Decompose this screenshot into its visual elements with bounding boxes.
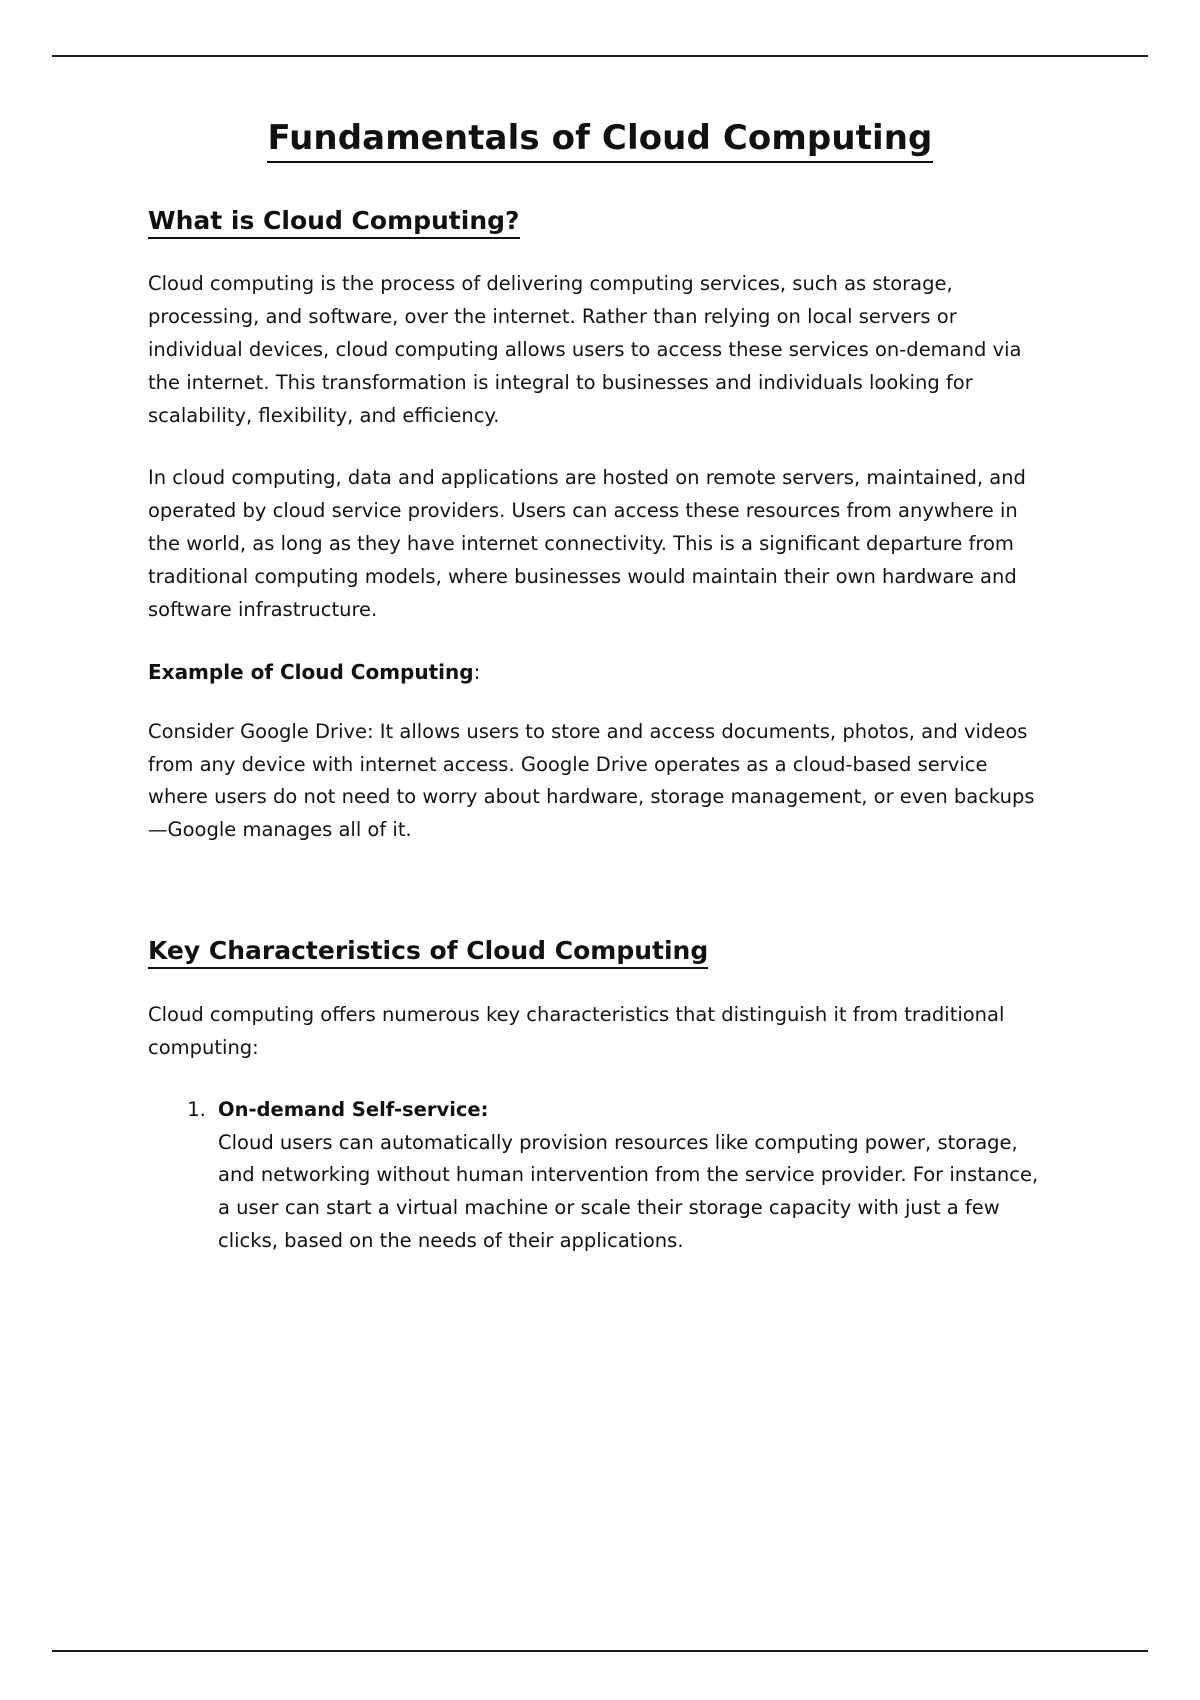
list-item-body: Cloud users can automatically provision resources like computing power, storage, and networking without human intervention from the service provider. For instance, a user can start a virtual machine or scale their storage capacity with just a few clicks, based on the needs of their applications. [218,1130,1039,1253]
document-content [148,118,1052,1276]
paragraph-key-characteristics-intro: Cloud computing offers numerous key characteristics that distinguish it from traditional computing: [148,1002,1005,1059]
section-heading-text: Key Characteristics of Cloud Computing [148,936,708,969]
page-title-text: Fundamentals of Cloud Computing [267,118,932,163]
section-heading-key-characteristics [148,935,1052,966]
subheading-example-bold: Example of Cloud Computing [148,659,474,684]
list-item-title: On-demand Self-service: [218,1097,489,1121]
page-bottom-rule [52,1650,1148,1652]
page-top-rule [52,55,1148,57]
section-heading-what-is-cloud-computing [148,205,1052,236]
paragraph-definition: Cloud computing is the process of delivering computing services, such as storage, processing, and software, over the internet. Rather than relying on local servers or individual devices, cloud computing allows users to access these services on-demand via the internet. This transformation is integral to businesses and individuals looking for scalability, flexibility, and efficiency. [148,272,1022,427]
paragraph-remote-servers: In cloud computing, data and applications are hosted on remote servers, maintained, and operated by cloud service providers. Users can access these resources from anywhere in the world, as long as they have internet connectivity. This is a significant departure from traditional computing models, where businesses would maintain their own hardware and software infrastructure. [148,465,1026,621]
subheading-example-colon: : [473,659,481,684]
key-characteristics-list [148,1094,1052,1259]
paragraph-google-drive-example: Consider Google Drive: It allows users to store and access documents, photos, and videos from any device with internet access. Google Drive operates as a cloud-based service where users do not need to worry about hardware, storage management, or even backups—Google manages all of it. [148,719,1035,842]
list-item [212,1094,1052,1259]
subheading-example-of-cloud-computing [148,656,1052,688]
section-heading-text: What is Cloud Computing? [148,206,520,239]
page-title [148,118,1052,159]
